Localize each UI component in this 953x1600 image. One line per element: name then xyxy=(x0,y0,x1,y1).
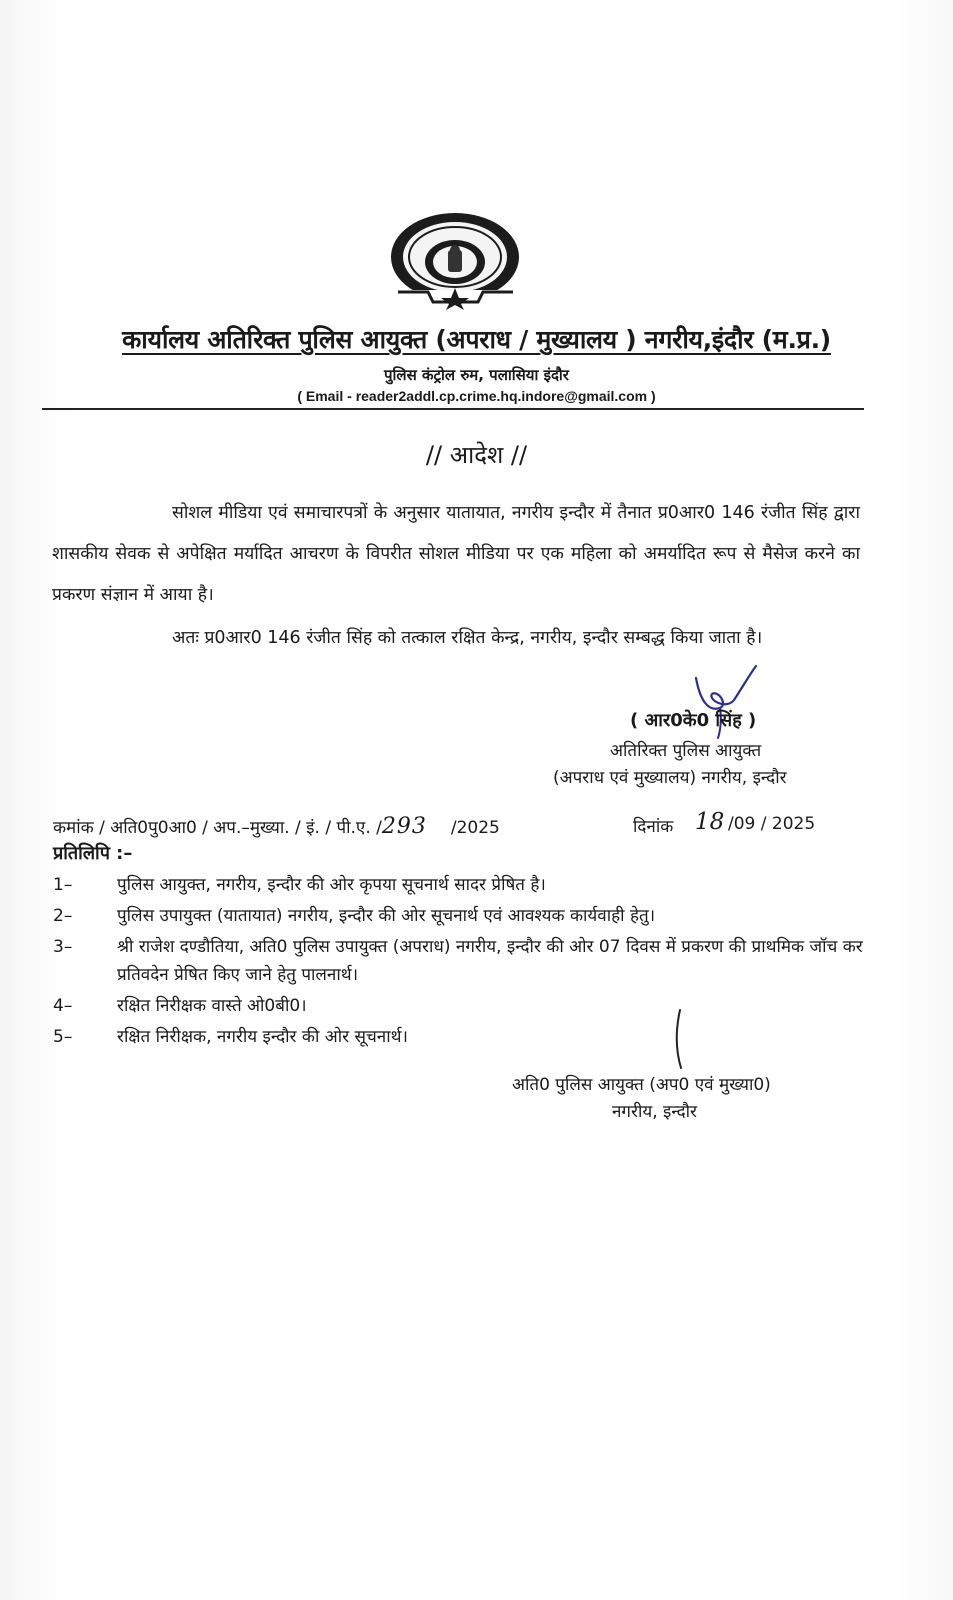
list-item-number: 3– xyxy=(53,937,73,957)
reference-year: /2025 xyxy=(450,818,500,838)
order-paragraph-2: अतः प्र0आर0 146 रंजीत सिंह को तत्काल रक्षित केन्द्र, नगरीय, इन्दौर सम्बद्ध किया जाता है। xyxy=(172,628,763,648)
police-emblem-icon xyxy=(388,210,523,310)
office-title: कार्यालय अतिरिक्त पुलिस आयुक्त (अपराध / मुख्यालय ) नगरीय,इंदौर (म.प्र.) xyxy=(122,325,831,354)
list-item xyxy=(53,992,873,1020)
issuer-designation: अति0 पुलिस आयुक्त (अप0 एवं मुख्या0) xyxy=(512,1075,771,1095)
signatory-department: (अपराध एवं मुख्यालय) नगरीय, इन्दौर xyxy=(553,768,787,788)
reference-handwritten-number: 293 xyxy=(381,814,427,839)
copy-to-heading: प्रतिलिपि :– xyxy=(53,843,133,864)
reference-prefix: कमांक / अति0पु0आ0 / अप.–मुख्या. / इं. / पी.ए. / xyxy=(53,818,382,838)
list-item-number: 5– xyxy=(53,1027,73,1047)
list-item-number: 2– xyxy=(53,906,73,926)
header-divider xyxy=(42,408,864,410)
list-item-number: 1– xyxy=(53,875,73,895)
list-item-text: रक्षित निरीक्षक, नगरीय इन्दौर की ओर सूचनार्थ। xyxy=(117,1027,408,1047)
order-heading: // आदेश // xyxy=(425,441,528,469)
signatory-name: ( आर0के0 सिंह ) xyxy=(630,710,757,731)
date-month-year: /09 / 2025 xyxy=(728,814,816,834)
list-item-text: पुलिस आयुक्त, नगरीय, इन्दौर की ओर कृपया सूचनार्थ सादर प्रेषित है। xyxy=(117,875,546,895)
list-item-number: 4– xyxy=(53,996,73,1016)
list-item-text: श्री राजेश दण्डौतिया, अति0 पुलिस उपायुक्त (अपराध) नगरीय, इन्दौर की ओर 07 दिवस में प्रकरण की प्राथमिक जॉच कर प्रतिवदेन प्रेषित किए जाने हेतु पालनार्थ। xyxy=(117,937,863,985)
list-item xyxy=(53,871,873,899)
list-item-text: पुलिस उपायुक्त (यातायात) नगरीय, इन्दौर की ओर सूचनार्थ एवं आवश्यक कार्यवाही हेतु। xyxy=(117,906,656,926)
date-day-handwritten: 18 xyxy=(695,809,725,835)
list-item-text: रक्षित निरीक्षक वास्ते ओ0बी0। xyxy=(117,996,307,1016)
office-address: पुलिस कंट्रोल रुम, पलासिया इंदौर xyxy=(384,366,569,384)
date-label: दिनांक xyxy=(633,817,674,837)
copy-to-list xyxy=(53,871,873,1054)
list-item xyxy=(53,902,873,930)
signatory-designation: अतिरिक्त पुलिस आयुक्त xyxy=(610,741,762,761)
order-paragraph-1: सोशल मीडिया एवं समाचारपत्रों के अनुसार यातायात, नगरीय इन्दौर में तैनात प्र0आर0 146 रंजीत सिंह द्वारा शासकीय सेवक से अपेक्षित मर्यादित आचरण के विपरीत सोशल मीडिया पर एक महिला को अमर्यादित रूप से मैसेज करने का प्रकरण संज्ञान में आया है। xyxy=(52,503,860,605)
reference-number xyxy=(53,814,500,839)
signature-stroke xyxy=(668,1008,692,1070)
list-item xyxy=(53,933,873,989)
list-item xyxy=(53,1023,873,1051)
office-email: ( Email - reader2addl.cp.crime.hq.indore@gmail.com ) xyxy=(297,388,656,404)
issuer-location: नगरीय, इन्दौर xyxy=(612,1102,698,1122)
